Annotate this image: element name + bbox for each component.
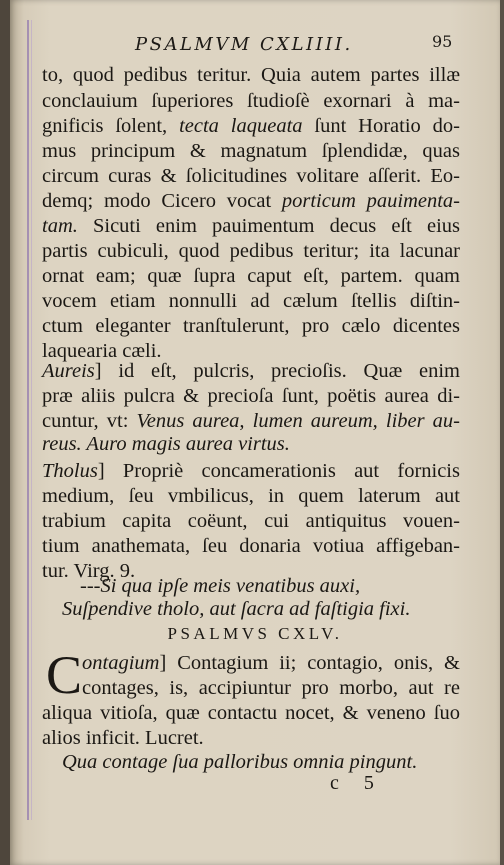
margin-rule-secondary [31, 20, 32, 820]
text-line: aliqua vitioſa, quæ contactu nocet, & veneno ſuo [42, 702, 460, 724]
text-line: tium anathemata, ſeu donaria votiua affigeban- [42, 535, 460, 557]
text-segment: cuntur, vt: [42, 410, 129, 432]
text-segment: ſunt Horatio do- [314, 115, 460, 137]
text-line: mus principum & magnatum ſplendidæ, quas [42, 140, 460, 162]
text-line: trabium capita coëunt, cui antiquitus vouen- [42, 510, 460, 532]
text-segment: Sicuti enim pauimentum decus eſt eius [92, 215, 460, 237]
quoted-term: tam. [42, 215, 78, 237]
section-heading: PSALMVS CXLV. [167, 624, 343, 643]
quoted-term: tecta laqueata [179, 115, 303, 137]
lemma-tholus: Tholus [42, 460, 98, 482]
text-line [82, 651, 460, 676]
text-line: tur. Virg. 9. [42, 560, 136, 582]
text-line: reus. Auro magis aurea virtus. [42, 433, 290, 455]
text-line [42, 214, 460, 239]
text-segment: gnificis ſolent, [42, 115, 168, 137]
text-line [42, 189, 460, 214]
quoted-term: Venus aurea, lumen aureum, liber au- [136, 410, 460, 432]
verse-line: Qua contage ſua palloribus omnia pingunt. [62, 751, 418, 773]
text-line: laquearia cæli. [42, 340, 162, 362]
page-number: 95 [432, 32, 453, 51]
text-segment: demq; modo Cicero vocat [42, 190, 272, 212]
drop-capital: C [46, 645, 83, 705]
text-line: præ aliis pulcra & precioſa ſunt, poëtis aurea di- [42, 385, 460, 407]
text-line: ornat eam; quæ ſupra caput eſt, partem. quam [42, 265, 460, 287]
text-line [42, 359, 460, 384]
text-line: ctum eleganter tranſtulerunt, pro cælo dicentes [42, 315, 460, 337]
book-page [10, 0, 500, 865]
text-segment: ] Propriè concamerationis aut fornicis [97, 460, 460, 482]
book-binding [0, 0, 10, 865]
text-line [42, 114, 460, 139]
signature-mark: c 5 [330, 772, 384, 794]
text-line: vocem etiam nonnulli ad cælum ſtellis diſtin- [42, 290, 460, 312]
text-line: partis cubiculi, quod pedibus teritur; ita lacunar [42, 240, 460, 262]
quoted-term: porticum pauimenta- [281, 190, 460, 212]
text-line [42, 459, 460, 484]
margin-rule [27, 20, 29, 820]
text-line: contages, is, accipiuntur pro morbo, aut re [82, 677, 460, 699]
text-line: medium, ſeu vmbilicus, in quem laterum aut [42, 485, 460, 507]
text-segment: ] Contagium ii; contagio, onis, & [159, 652, 460, 674]
lemma-contagium: ontagium [82, 652, 160, 674]
text-line: to, quod pedibus teritur. Quia autem partes illæ [42, 64, 460, 86]
lemma-aureis: Aureis [42, 360, 95, 382]
text-line [42, 409, 460, 434]
verse-line: Suſpendive tholo, aut ſacra ad faſtigia fixi. [62, 598, 411, 620]
running-head: PSALMVM CXLIIII. [135, 34, 353, 55]
text-line: conclauium ſuperiores ſtudioſè exornari à ma- [42, 90, 460, 112]
verse-line: ---Si qua ipſe meis venatibus auxi, [80, 575, 361, 597]
text-segment: ] id eſt, pulcris, precioſis. Quæ enim [94, 360, 460, 382]
text-line: alios inficit. Lucret. [42, 727, 204, 749]
text-line: circum curas & ſolicitudines volitare aſſerit. Eo- [42, 165, 460, 187]
